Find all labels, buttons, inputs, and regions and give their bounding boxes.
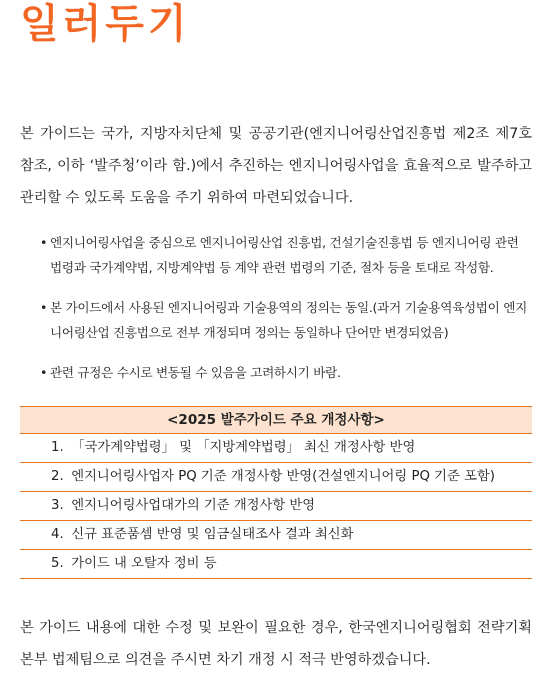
- revision-text: 엔지니어링사업대가의 기준 개정사항 반영: [71, 498, 316, 513]
- bullet-icon: •: [40, 300, 48, 315]
- revision-text: 가이드 내 오탈자 정비 등: [71, 556, 217, 571]
- bullet-icon: •: [40, 365, 48, 380]
- revision-number: 1.: [51, 440, 64, 455]
- revision-row: [20, 521, 532, 550]
- revision-row: [20, 492, 532, 521]
- note-item: [40, 230, 530, 280]
- revision-row: [20, 463, 532, 492]
- note-text: 본 가이드에서 사용된 엔지니어링과 기술용역의 정의는 동일.(과거 기술용역육성법이 엔지니어링산업 진흥법으로 전부 개정되며 정의는 동일하나 단어만 변경되었음): [50, 300, 527, 340]
- revision-row: [20, 550, 532, 579]
- revision-number: 4.: [51, 527, 64, 542]
- revision-number: 2.: [51, 469, 64, 484]
- notes-list: [40, 230, 530, 400]
- revision-table: [20, 406, 532, 579]
- revision-text: 엔지니어링사업자 PQ 기준 개정사항 반영(건설엔지니어링 PQ 기준 포함): [71, 469, 495, 484]
- revision-table-header: <2025 발주가이드 주요 개정사항>: [20, 407, 532, 434]
- closing-paragraph: 본 가이드 내용에 대한 수정 및 보완이 필요한 경우, 한국엔지니어링협회 전략기획본부 법제팀으로 의견을 주시면 차기 개정 시 적극 반영하겠습니다.: [20, 620, 532, 668]
- note-item: [40, 295, 530, 345]
- revision-row: [20, 434, 532, 463]
- note-text: 엔지니어링사업을 중심으로 엔지니어링산업 진흥법, 건설기술진흥법 등 엔지니어링 관련 법령과 국가계약법, 지방계약법 등 계약 관련 법령의 기준, 절차 등을 토대로 작성함.: [50, 235, 519, 275]
- revision-number: 3.: [51, 498, 64, 513]
- revision-number: 5.: [51, 556, 64, 571]
- note-item: [40, 360, 530, 385]
- bullet-icon: •: [40, 235, 48, 250]
- revision-text: 신규 표준품셈 반영 및 임금실태조사 결과 최신화: [71, 527, 354, 542]
- intro-paragraph: 본 가이드는 국가, 지방자치단체 및 공공기관(엔지니어링산업진흥법 제2조 제7호 참조, 이하 ‘발주청’이라 함.)에서 추진하는 엔지니어링사업을 효율적으로 발주하고 관리할 수 있도록 도움을 주기 위하여 마련되었습니다.: [20, 126, 532, 206]
- page-title: 일러두기: [20, 1, 191, 47]
- revision-text: 「국가계약법령」 및 「지방계약법령」 최신 개정사항 반영: [71, 440, 416, 455]
- note-text: 관련 규정은 수시로 변동될 수 있음을 고려하시기 바람.: [50, 365, 341, 380]
